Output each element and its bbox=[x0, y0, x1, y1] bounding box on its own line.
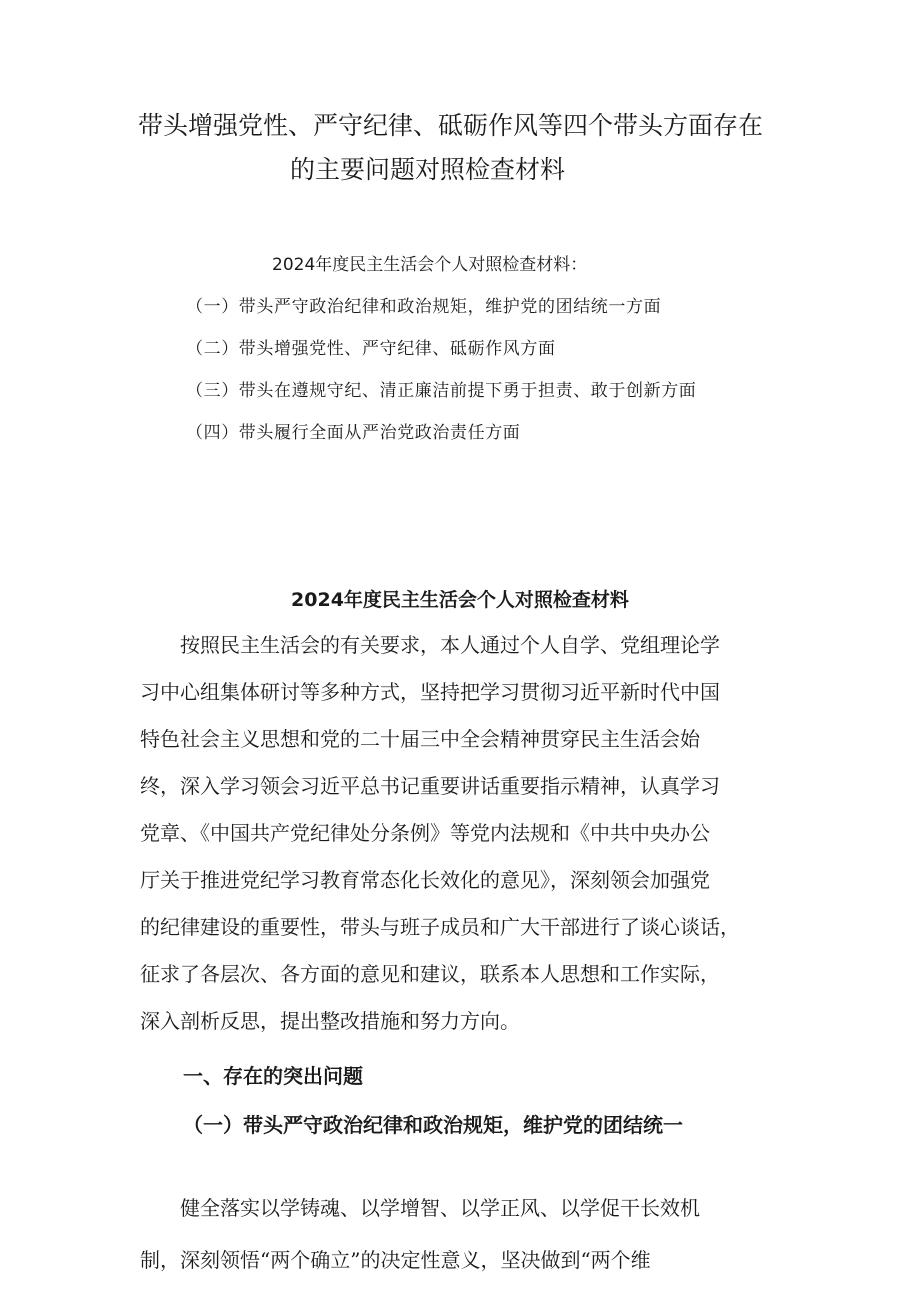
paragraph-line: 征求了各层次、各方面的意见和建议，联系本人思想和工作实际， bbox=[140, 962, 720, 986]
paragraph-line: 深入剖析反思，提出整改措施和努力方向。 bbox=[140, 1009, 520, 1033]
heading-level-1: 一、存在的突出问题 bbox=[183, 1064, 363, 1088]
toc-item: （二）带头增强党性、严守纪律、砥砺作风方面 bbox=[186, 339, 556, 359]
paragraph-line: 厅关于推进党纪学习教育常态化长效化的意见》，深刻领会加强党 bbox=[140, 868, 710, 892]
paragraph-line: 特色社会主义思想和党的二十届三中全会精神贯穿民主生活会始 bbox=[140, 727, 700, 751]
intro-paragraph bbox=[140, 622, 800, 1045]
body-paragraph bbox=[140, 1182, 800, 1286]
paragraph-line: 终，深入学习领会习近平总书记重要讲话重要指示精神，认真学习 bbox=[140, 774, 720, 798]
toc-list bbox=[186, 292, 696, 460]
toc-item: （一）带头严守政治纪律和政治规矩，维护党的团结统一方面 bbox=[186, 297, 662, 317]
paragraph-line: 按照民主生活会的有关要求，本人通过个人自学、党组理论学 bbox=[140, 633, 720, 657]
paragraph-line: 党章、《中国共产党纪律处分条例》等党内法规和《中共中央办公 bbox=[140, 821, 710, 845]
paragraph-line: 的纪律建设的重要性，带头与班子成员和广大干部进行了谈心谈话， bbox=[140, 915, 740, 939]
toc-item: （三）带头在遵规守纪、清正廉洁前提下勇于担责、敢于创新方面 bbox=[186, 381, 697, 401]
document-title-line-2: 的主要问题对照检查材料 bbox=[290, 155, 566, 184]
section-title: 2024年度民主生活会个人对照检查材料 bbox=[291, 589, 629, 611]
toc-heading: 2024年度民主生活会个人对照检查材料： bbox=[272, 255, 588, 275]
heading-level-2: （一）带头严守政治纪律和政治规矩，维护党的团结统一 bbox=[183, 1113, 683, 1137]
document-title-line-1: 带头增强党性、严守纪律、砥砺作风等四个带头方面存在 bbox=[138, 111, 764, 140]
paragraph-line: 习中心组集体研讨等多种方式，坚持把学习贯彻习近平新时代中国 bbox=[140, 680, 720, 704]
paragraph-line: 制，深刻领悟“两个确立”的决定性意义，坚决做到“两个维 bbox=[140, 1248, 651, 1272]
toc-item: （四）带头履行全面从严治党政治责任方面 bbox=[186, 423, 521, 443]
paragraph-line: 健全落实以学铸魂、以学增智、以学正风、以学促干长效机 bbox=[140, 1196, 700, 1220]
